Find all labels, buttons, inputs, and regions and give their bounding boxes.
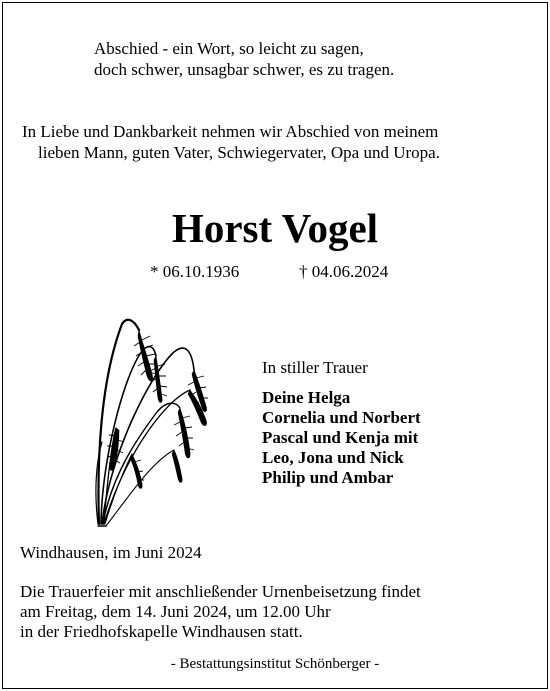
mourner-name: Deine Helga (262, 388, 351, 407)
birth-date: * 06.10.1936 (150, 262, 240, 281)
poem-line-2: doch schwer, unsagbar schwer, es zu tragen. (94, 60, 395, 79)
mourner-name: Cornelia und Norbert (262, 408, 421, 427)
place-date: Windhausen, im Juni 2024 (20, 543, 202, 562)
undertaker-line: - Bestattungsinstitut Schönberger - (170, 656, 380, 672)
intro-line-2: lieben Mann, guten Vater, Schwiegervater, Opa und Uropa. (38, 143, 440, 162)
grass-ears-icon (92, 312, 220, 528)
funeral-line-1: Die Trauerfeier mit anschließender Urnenbeisetzung findet (20, 582, 421, 601)
mourning-heading: In stiller Trauer (262, 358, 368, 377)
funeral-line-2: am Freitag, dem 14. Juni 2024, um 12.00 Uhr (20, 602, 331, 621)
deceased-name: Horst Vogel (171, 205, 379, 251)
mourner-name: Leo, Jona und Nick (262, 448, 404, 467)
mourner-name: Pascal und Kenja mit (262, 428, 419, 447)
mourner-name: Philip und Ambar (262, 468, 394, 487)
poem-line-1: Abschied - ein Wort, so leicht zu sagen, (94, 39, 364, 58)
intro-line-1: In Liebe und Dankbarkeit nehmen wir Abschied von meinem (22, 122, 439, 141)
funeral-line-3: in der Friedhofskapelle Windhausen statt. (20, 622, 303, 641)
death-date: † 04.06.2024 (299, 262, 389, 281)
